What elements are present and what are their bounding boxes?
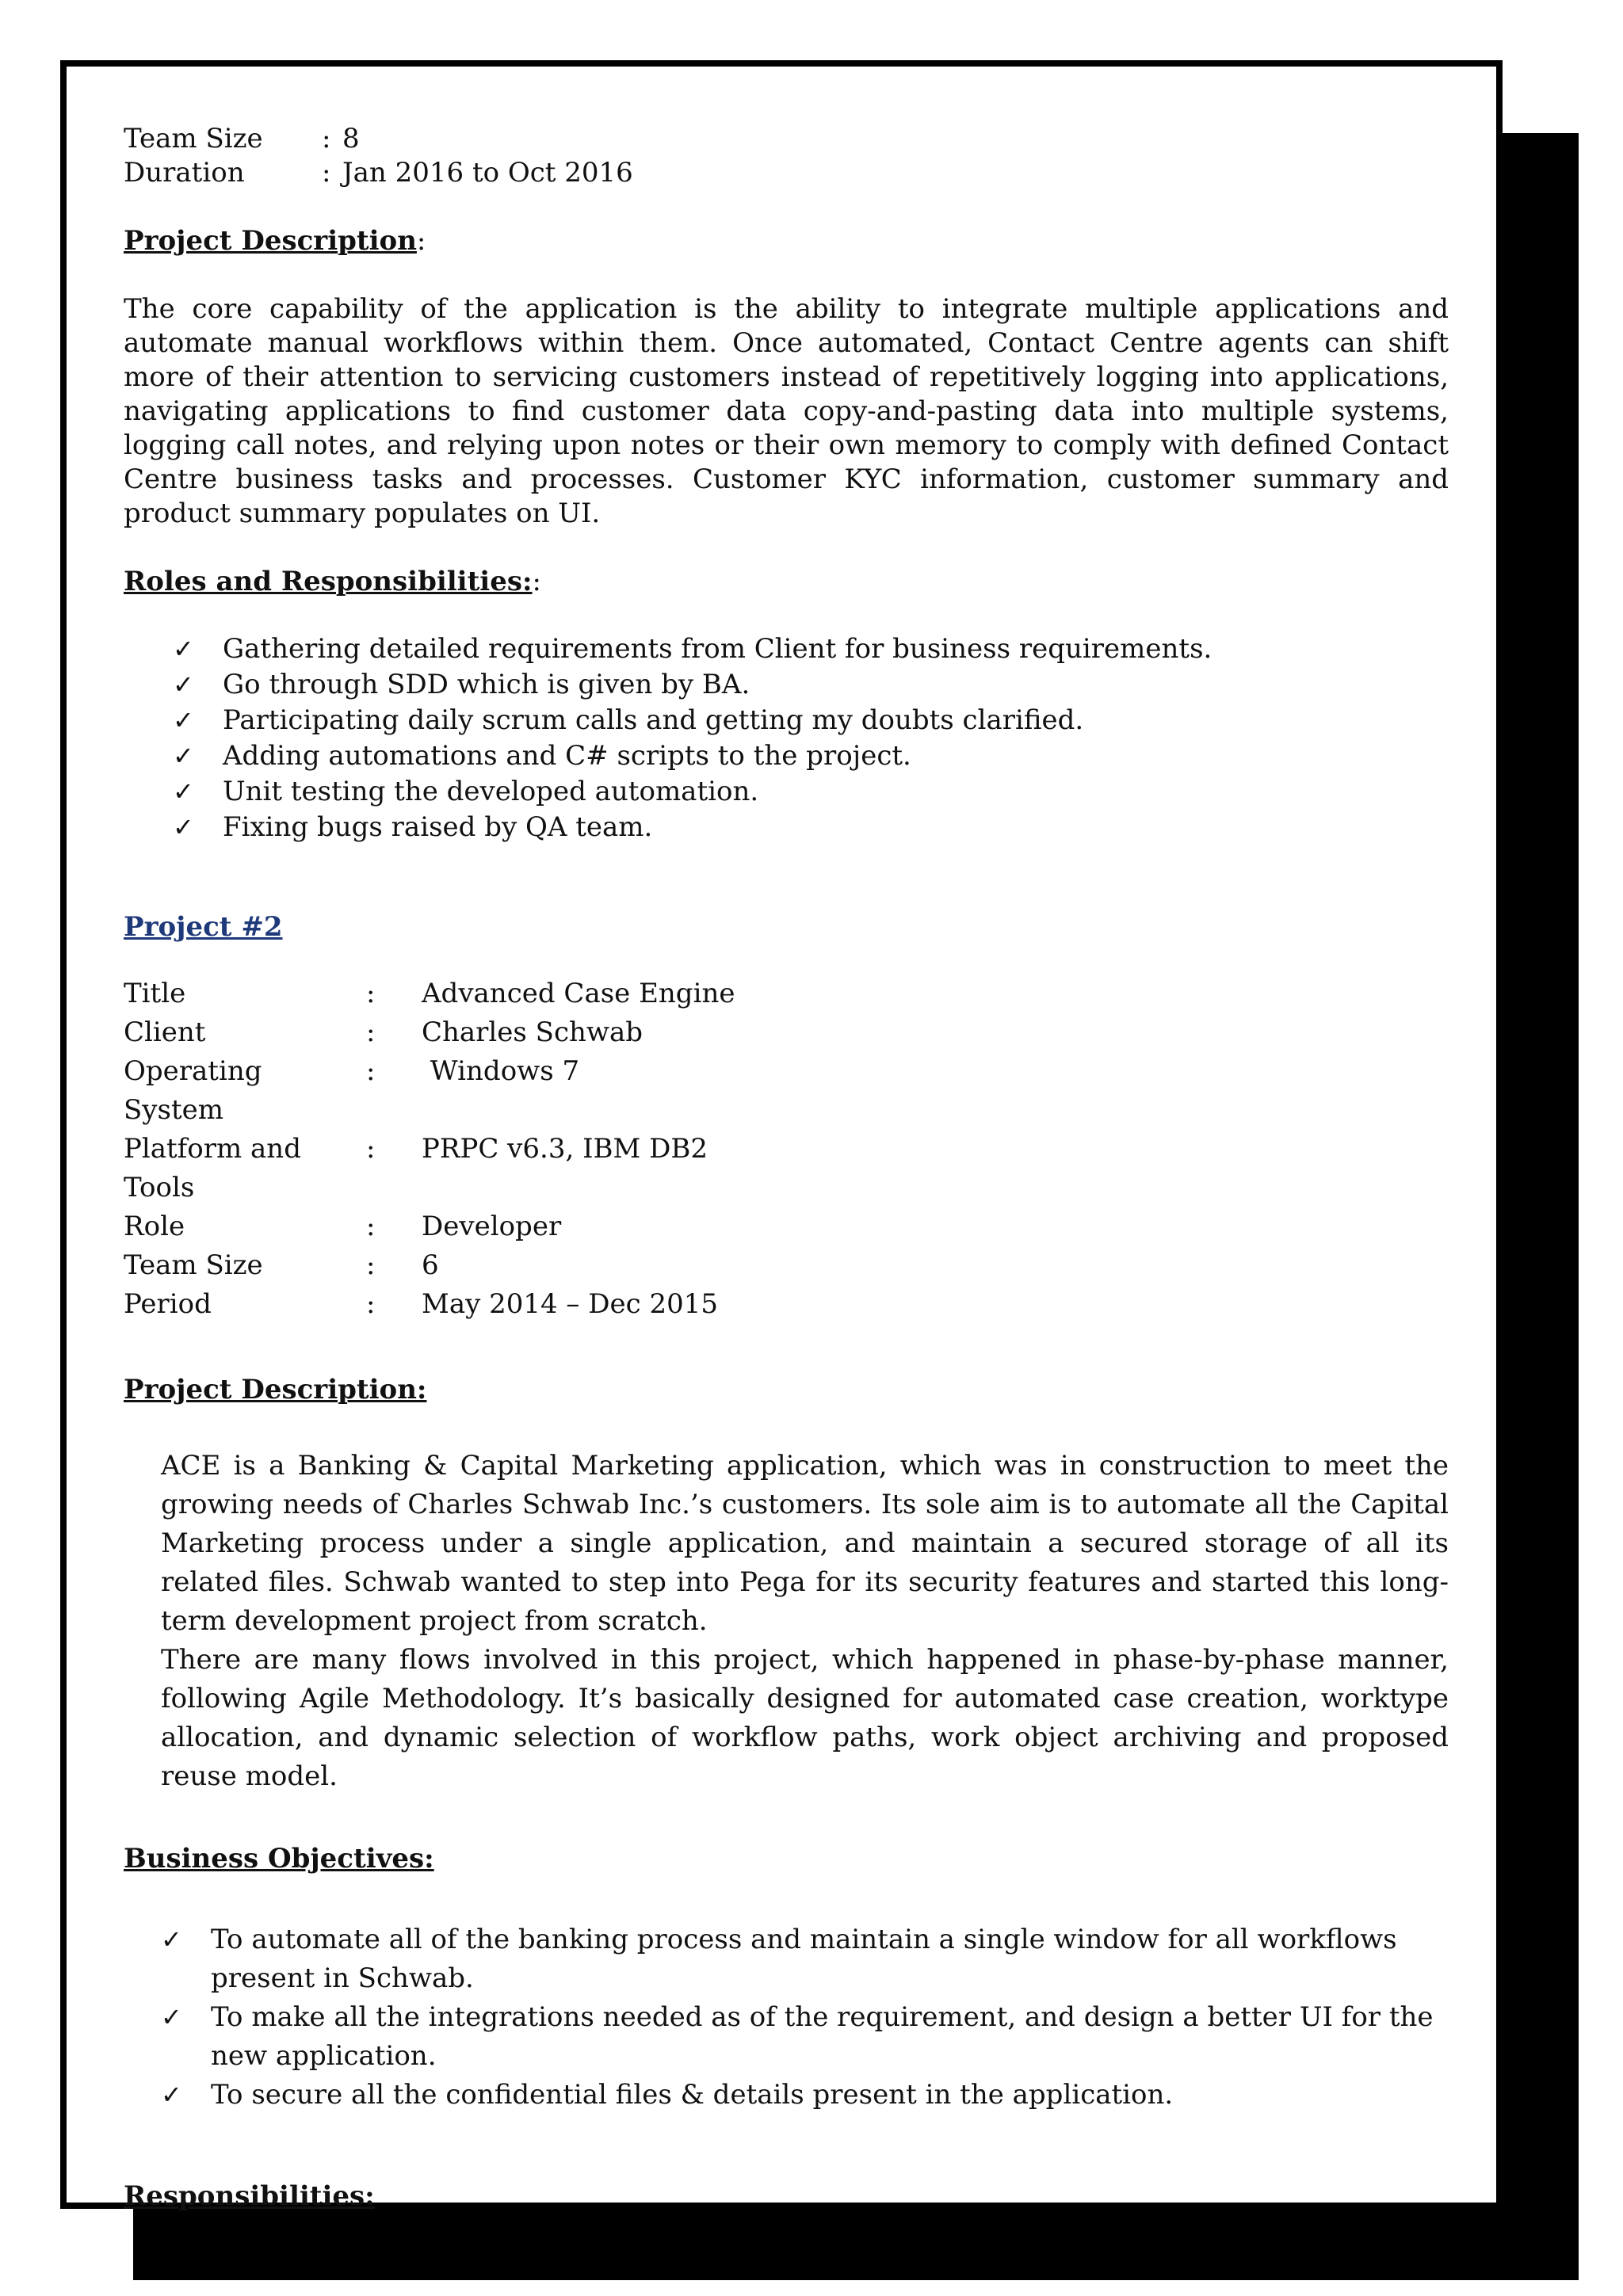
project2-details (124, 974, 1449, 1324)
p1-roles-heading: Roles and Responsibilities: (124, 566, 533, 597)
checkmark-icon: ✓ (173, 669, 194, 700)
responsibilities-heading: Responsibilities: (124, 2180, 375, 2212)
detail-colon: : (366, 1211, 376, 1242)
detail-label: Team Size (124, 1249, 263, 1281)
list-item (124, 703, 1449, 738)
p1-description-heading: Project Description (124, 225, 417, 257)
objective-text: To automate all of the banking process and maintain a single window for all workflows present in Schwab. (211, 1924, 1397, 1994)
detail-row-platform (124, 1130, 1449, 1207)
project2-heading: Project #2 (124, 911, 283, 943)
role-text: Adding automations and C# scripts to the project. (223, 740, 911, 772)
list-item (124, 738, 1449, 774)
detail-value: Windows 7 (422, 1055, 580, 1087)
detail-value: Charles Schwab (422, 1016, 643, 1048)
duration-colon: : (322, 157, 331, 189)
objectives-list (124, 1920, 1449, 2115)
detail-row-team-size (124, 1246, 1449, 1285)
detail-colon: : (366, 1055, 376, 1087)
detail-row-client (124, 1013, 1449, 1052)
detail-value: Advanced Case Engine (422, 978, 735, 1009)
detail-label: Role (124, 1211, 185, 1242)
p1-roles-colon: : (532, 566, 542, 597)
team-size-colon: : (322, 123, 331, 154)
list-item (124, 2076, 1449, 2115)
checkmark-icon: ✓ (173, 741, 194, 771)
checkmark-icon: ✓ (173, 634, 194, 664)
checkmark-icon: ✓ (161, 2080, 182, 2110)
detail-row-title (124, 974, 1449, 1013)
checkmark-icon: ✓ (161, 2002, 182, 2032)
detail-colon: : (366, 1288, 376, 1320)
detail-row-period (124, 1285, 1449, 1324)
p1-roles-heading-line (124, 565, 1449, 599)
detail-colon: : (366, 978, 376, 1009)
p2-description-paragraph: There are many flows involved in this project, which happened in phase-by-phase manner, following Agile Methodology. It’s basically designed for automated case creation, worktype allocation, and dynamic selection of workflow paths, work object archiving and proposed reuse model. (161, 1644, 1449, 1792)
duration-value: Jan 2016 to Oct 2016 (342, 157, 633, 189)
list-item (124, 810, 1449, 845)
document-content (124, 122, 1449, 2214)
role-text: Gathering detailed requirements from Client for business requirements. (223, 633, 1212, 665)
detail-label: Client (124, 1016, 206, 1048)
role-text: Unit testing the developed automation. (223, 776, 759, 807)
detail-value: May 2014 – Dec 2015 (422, 1288, 718, 1320)
p2-description-heading-line (124, 1373, 1449, 1407)
duration-row (124, 156, 1449, 190)
detail-value: 6 (422, 1249, 439, 1281)
list-item (124, 631, 1449, 667)
role-text: Fixing bugs raised by QA team. (223, 811, 653, 843)
checkmark-icon: ✓ (173, 776, 194, 807)
checkmark-icon: ✓ (173, 705, 194, 735)
detail-label: Platform and Tools (124, 1133, 301, 1203)
p2-description-body (124, 1447, 1449, 1796)
p1-description-text: The core capability of the application is the ability to integrate multiple applications and automate manual workflows within them. Once automated, Contact Centre agents can shift more of their attention to servicing customers instead of repetitively logging into applications, navigating applications to find customer data copy-and-pasting data into multiple systems, logging call notes, and relying upon notes or their own memory to comply with defined Contact Centre business tasks and processes. Customer KYC information, customer summary and product summary populates on UI. (124, 293, 1449, 529)
detail-row-role (124, 1207, 1449, 1246)
responsibilities-heading-line (124, 2180, 1449, 2214)
list-item (124, 1920, 1449, 1998)
objective-text: To make all the integrations needed as of the requirement, and design a better UI for the new application. (211, 2001, 1434, 2072)
role-text: Go through SDD which is given by BA. (223, 669, 750, 700)
list-item (124, 667, 1449, 703)
checkmark-icon: ✓ (173, 812, 194, 842)
detail-colon: : (366, 1249, 376, 1281)
detail-label: Operating System (124, 1055, 262, 1126)
p1-description-colon: : (416, 225, 426, 257)
p1-roles-list (124, 631, 1449, 845)
detail-label: Period (124, 1288, 212, 1320)
objective-text: To secure all the confidential files & details present in the application. (211, 2079, 1174, 2111)
list-item (124, 774, 1449, 810)
team-size-row (124, 122, 1449, 156)
detail-label: Title (124, 978, 186, 1009)
p2-description-paragraph: ACE is a Banking & Capital Marketing application, which was in construction to meet the growing needs of Charles Schwab Inc.’s customers. Its sole aim is to automate all the Capital Marketing process under a single application, and maintain a secured storage of all its related files. Schwab wanted to step into Pega for its security features and started this long-term development project from scratch. (161, 1450, 1449, 1637)
detail-colon: : (366, 1133, 376, 1165)
objectives-heading: Business Objectives: (124, 1843, 434, 1875)
objectives-heading-line (124, 1842, 1449, 1876)
detail-value: PRPC v6.3, IBM DB2 (422, 1133, 708, 1165)
team-size-value: 8 (342, 123, 360, 154)
role-text: Participating daily scrum calls and getting my doubts clarified. (223, 704, 1084, 736)
detail-colon: : (366, 1016, 376, 1048)
p1-description-heading-line (124, 224, 1449, 258)
checkmark-icon: ✓ (161, 1924, 182, 1955)
team-size-label: Team Size (124, 123, 263, 154)
project2-heading-line (124, 910, 1449, 944)
detail-row-os (124, 1052, 1449, 1130)
list-item (124, 1998, 1449, 2076)
detail-value: Developer (422, 1211, 562, 1242)
duration-label: Duration (124, 157, 245, 189)
p2-description-heading: Project Description: (124, 1374, 427, 1405)
document-page (60, 60, 1503, 2212)
